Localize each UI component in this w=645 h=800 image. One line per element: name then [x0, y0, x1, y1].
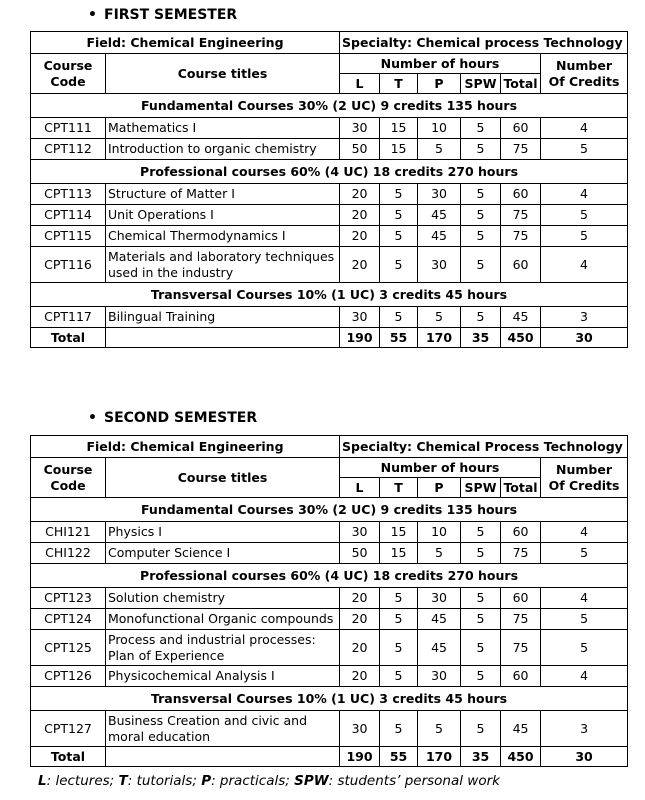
course-code: CPT111 — [31, 118, 106, 139]
hours-t: 5 — [380, 666, 418, 687]
header-row — [31, 54, 628, 74]
header-row — [31, 32, 628, 54]
course-code: CPT116 — [31, 247, 106, 283]
course-title: Business Creation and civic and moral education — [106, 711, 340, 747]
hours-spw: 5 — [461, 205, 501, 226]
course-title: Bilingual Training — [106, 307, 340, 328]
hours-t: 5 — [380, 307, 418, 328]
table-row — [31, 543, 628, 564]
hours-t: 5 — [380, 247, 418, 283]
course-title: Structure of Matter I — [106, 184, 340, 205]
hours-t: 5 — [380, 226, 418, 247]
hours-p: 30 — [418, 247, 461, 283]
hours-p: 45 — [418, 630, 461, 666]
number-of-credits-header: Number Of Credits — [541, 458, 628, 498]
table-row — [31, 711, 628, 747]
course-code: CPT127 — [31, 711, 106, 747]
hours-credits: 4 — [541, 184, 628, 205]
semester-title-text: SECOND SEMESTER — [104, 410, 258, 426]
group-row — [31, 94, 628, 118]
group-label: Transversal Courses 10% (1 UC) 3 credits 45 hours — [31, 283, 628, 307]
total-row — [31, 747, 628, 767]
hours-p: 30 — [418, 184, 461, 205]
hours-credits: 4 — [541, 588, 628, 609]
legend-footnote — [38, 773, 500, 789]
hours-spw: 5 — [461, 226, 501, 247]
course-code: CPT115 — [31, 226, 106, 247]
group-label: Transversal Courses 10% (1 UC) 3 credits 45 hours — [31, 687, 628, 711]
hours-total: 45 — [501, 307, 541, 328]
total-total: 450 — [501, 328, 541, 348]
course-title: Physics I — [106, 522, 340, 543]
hours-credits: 3 — [541, 711, 628, 747]
course-title: Chemical Thermodynamics I — [106, 226, 340, 247]
group-row — [31, 687, 628, 711]
course-code: CPT114 — [31, 205, 106, 226]
hours-credits: 5 — [541, 630, 628, 666]
hours-p: 10 — [418, 522, 461, 543]
hours-spw: 5 — [461, 307, 501, 328]
total-l: 190 — [340, 328, 380, 348]
course-code: CHI122 — [31, 543, 106, 564]
hours-col-header: L — [340, 74, 380, 94]
hours-credits: 5 — [541, 609, 628, 630]
course-code-header: Course Code — [31, 54, 106, 94]
group-row — [31, 498, 628, 522]
course-title: Process and industrial processes: Plan of Experience — [106, 630, 340, 666]
hours-spw: 5 — [461, 247, 501, 283]
group-label: Fundamental Courses 30% (2 UC) 9 credits 135 hours — [31, 498, 628, 522]
course-title: Monofunctional Organic compounds — [106, 609, 340, 630]
total-credits: 30 — [541, 328, 628, 348]
hours-credits: 5 — [541, 226, 628, 247]
total-t: 55 — [380, 328, 418, 348]
hours-col-header: SPW — [461, 478, 501, 498]
course-title: Solution chemistry — [106, 588, 340, 609]
course-code: CPT123 — [31, 588, 106, 609]
course-code: CPT113 — [31, 184, 106, 205]
hours-t: 15 — [380, 543, 418, 564]
course-title: Unit Operations I — [106, 205, 340, 226]
hours-total: 75 — [501, 139, 541, 160]
total-label: Total — [31, 747, 106, 767]
hours-total: 60 — [501, 184, 541, 205]
hours-p: 30 — [418, 666, 461, 687]
hours-spw: 5 — [461, 118, 501, 139]
hours-t: 5 — [380, 711, 418, 747]
total-row — [31, 328, 628, 348]
table-row — [31, 139, 628, 160]
table-row — [31, 247, 628, 283]
hours-l: 50 — [340, 139, 380, 160]
curriculum-table — [30, 435, 628, 767]
hours-total: 60 — [501, 247, 541, 283]
curriculum-table — [30, 31, 628, 348]
total-spw: 35 — [461, 747, 501, 767]
group-label: Professional courses 60% (4 UC) 18 credits 270 hours — [31, 160, 628, 184]
group-row — [31, 564, 628, 588]
hours-total: 75 — [501, 205, 541, 226]
hours-total: 75 — [501, 226, 541, 247]
hours-credits: 5 — [541, 205, 628, 226]
total-t: 55 — [380, 747, 418, 767]
hours-t: 5 — [380, 205, 418, 226]
table-row — [31, 588, 628, 609]
hours-spw: 5 — [461, 711, 501, 747]
table-row — [31, 666, 628, 687]
hours-credits: 3 — [541, 307, 628, 328]
hours-p: 45 — [418, 205, 461, 226]
hours-p: 5 — [418, 307, 461, 328]
hours-t: 15 — [380, 522, 418, 543]
hours-p: 5 — [418, 711, 461, 747]
hours-l: 20 — [340, 247, 380, 283]
legend-desc: : lectures; — [46, 773, 119, 789]
table-row — [31, 522, 628, 543]
total-total: 450 — [501, 747, 541, 767]
header-row — [31, 458, 628, 478]
hours-credits: 4 — [541, 522, 628, 543]
hours-l: 20 — [340, 184, 380, 205]
field-label: Field: Chemical Engineering — [31, 32, 340, 54]
group-row — [31, 283, 628, 307]
bullet-icon: • — [88, 410, 97, 426]
hours-p: 45 — [418, 609, 461, 630]
specialty-label: Specialty: Chemical Process Technology — [340, 436, 628, 458]
hours-l: 20 — [340, 630, 380, 666]
course-code-header: Course Code — [31, 458, 106, 498]
hours-credits: 5 — [541, 139, 628, 160]
legend-key: SPW — [294, 773, 329, 789]
legend-desc: : students’ personal work — [328, 773, 500, 789]
hours-col-header: SPW — [461, 74, 501, 94]
hours-col-header: Total — [501, 478, 541, 498]
table-row — [31, 307, 628, 328]
course-code: CPT117 — [31, 307, 106, 328]
hours-credits: 4 — [541, 666, 628, 687]
hours-l: 30 — [340, 118, 380, 139]
group-label: Professional courses 60% (4 UC) 18 credits 270 hours — [31, 564, 628, 588]
table-row — [31, 226, 628, 247]
total-label: Total — [31, 328, 106, 348]
hours-total: 45 — [501, 711, 541, 747]
hours-total: 75 — [501, 630, 541, 666]
hours-p: 10 — [418, 118, 461, 139]
hours-spw: 5 — [461, 666, 501, 687]
legend-desc: : tutorials; — [127, 773, 202, 789]
field-label: Field: Chemical Engineering — [31, 436, 340, 458]
hours-spw: 5 — [461, 588, 501, 609]
semester-title — [88, 7, 237, 23]
legend-desc: : practicals; — [211, 773, 295, 789]
hours-t: 5 — [380, 609, 418, 630]
hours-spw: 5 — [461, 139, 501, 160]
course-title: Computer Science I — [106, 543, 340, 564]
semester-title — [88, 410, 257, 426]
number-of-hours-header: Number of hours — [340, 458, 541, 478]
number-of-credits-header: Number Of Credits — [541, 54, 628, 94]
table-row — [31, 609, 628, 630]
course-title: Physicochemical Analysis I — [106, 666, 340, 687]
hours-p: 5 — [418, 543, 461, 564]
total-p: 170 — [418, 328, 461, 348]
hours-l: 20 — [340, 588, 380, 609]
hours-l: 30 — [340, 711, 380, 747]
hours-p: 30 — [418, 588, 461, 609]
table-row — [31, 184, 628, 205]
course-titles-header: Course titles — [106, 458, 340, 498]
hours-col-header: Total — [501, 74, 541, 94]
hours-l: 20 — [340, 666, 380, 687]
course-code: CPT125 — [31, 630, 106, 666]
legend-key: L — [38, 773, 47, 789]
hours-l: 30 — [340, 522, 380, 543]
hours-col-header: T — [380, 74, 418, 94]
total-credits: 30 — [541, 747, 628, 767]
hours-spw: 5 — [461, 609, 501, 630]
hours-col-header: P — [418, 74, 461, 94]
course-title: Mathematics I — [106, 118, 340, 139]
total-spw: 35 — [461, 328, 501, 348]
specialty-label: Specialty: Chemical process Technology — [340, 32, 628, 54]
hours-total: 60 — [501, 118, 541, 139]
hours-total: 60 — [501, 588, 541, 609]
legend-key: P — [201, 773, 212, 789]
course-code: CHI121 — [31, 522, 106, 543]
hours-t: 5 — [380, 588, 418, 609]
hours-total: 60 — [501, 666, 541, 687]
hours-total: 75 — [501, 609, 541, 630]
hours-spw: 5 — [461, 522, 501, 543]
hours-spw: 5 — [461, 630, 501, 666]
hours-col-header: L — [340, 478, 380, 498]
semester-title-text: FIRST SEMESTER — [104, 7, 238, 23]
course-title: Materials and laboratory techniques used in the industry — [106, 247, 340, 283]
hours-credits: 4 — [541, 247, 628, 283]
total-l: 190 — [340, 747, 380, 767]
hours-t: 15 — [380, 118, 418, 139]
hours-l: 20 — [340, 226, 380, 247]
hours-total: 75 — [501, 543, 541, 564]
course-code: CPT112 — [31, 139, 106, 160]
course-titles-header: Course titles — [106, 54, 340, 94]
header-row — [31, 436, 628, 458]
hours-t: 5 — [380, 184, 418, 205]
hours-credits: 5 — [541, 543, 628, 564]
hours-spw: 5 — [461, 543, 501, 564]
hours-total: 60 — [501, 522, 541, 543]
table-row — [31, 118, 628, 139]
hours-credits: 4 — [541, 118, 628, 139]
legend-key: T — [118, 773, 128, 789]
hours-l: 20 — [340, 205, 380, 226]
number-of-hours-header: Number of hours — [340, 54, 541, 74]
course-code: CPT124 — [31, 609, 106, 630]
hours-l: 20 — [340, 609, 380, 630]
hours-col-header: T — [380, 478, 418, 498]
group-row — [31, 160, 628, 184]
course-title: Introduction to organic chemistry — [106, 139, 340, 160]
group-label: Fundamental Courses 30% (2 UC) 9 credits 135 hours — [31, 94, 628, 118]
total-p: 170 — [418, 747, 461, 767]
bullet-icon: • — [88, 7, 97, 23]
hours-spw: 5 — [461, 184, 501, 205]
hours-col-header: P — [418, 478, 461, 498]
hours-l: 30 — [340, 307, 380, 328]
total-blank — [106, 328, 340, 348]
course-code: CPT126 — [31, 666, 106, 687]
total-blank — [106, 747, 340, 767]
hours-p: 45 — [418, 226, 461, 247]
hours-t: 15 — [380, 139, 418, 160]
hours-p: 5 — [418, 139, 461, 160]
table-row — [31, 630, 628, 666]
hours-l: 50 — [340, 543, 380, 564]
hours-t: 5 — [380, 630, 418, 666]
table-row — [31, 205, 628, 226]
